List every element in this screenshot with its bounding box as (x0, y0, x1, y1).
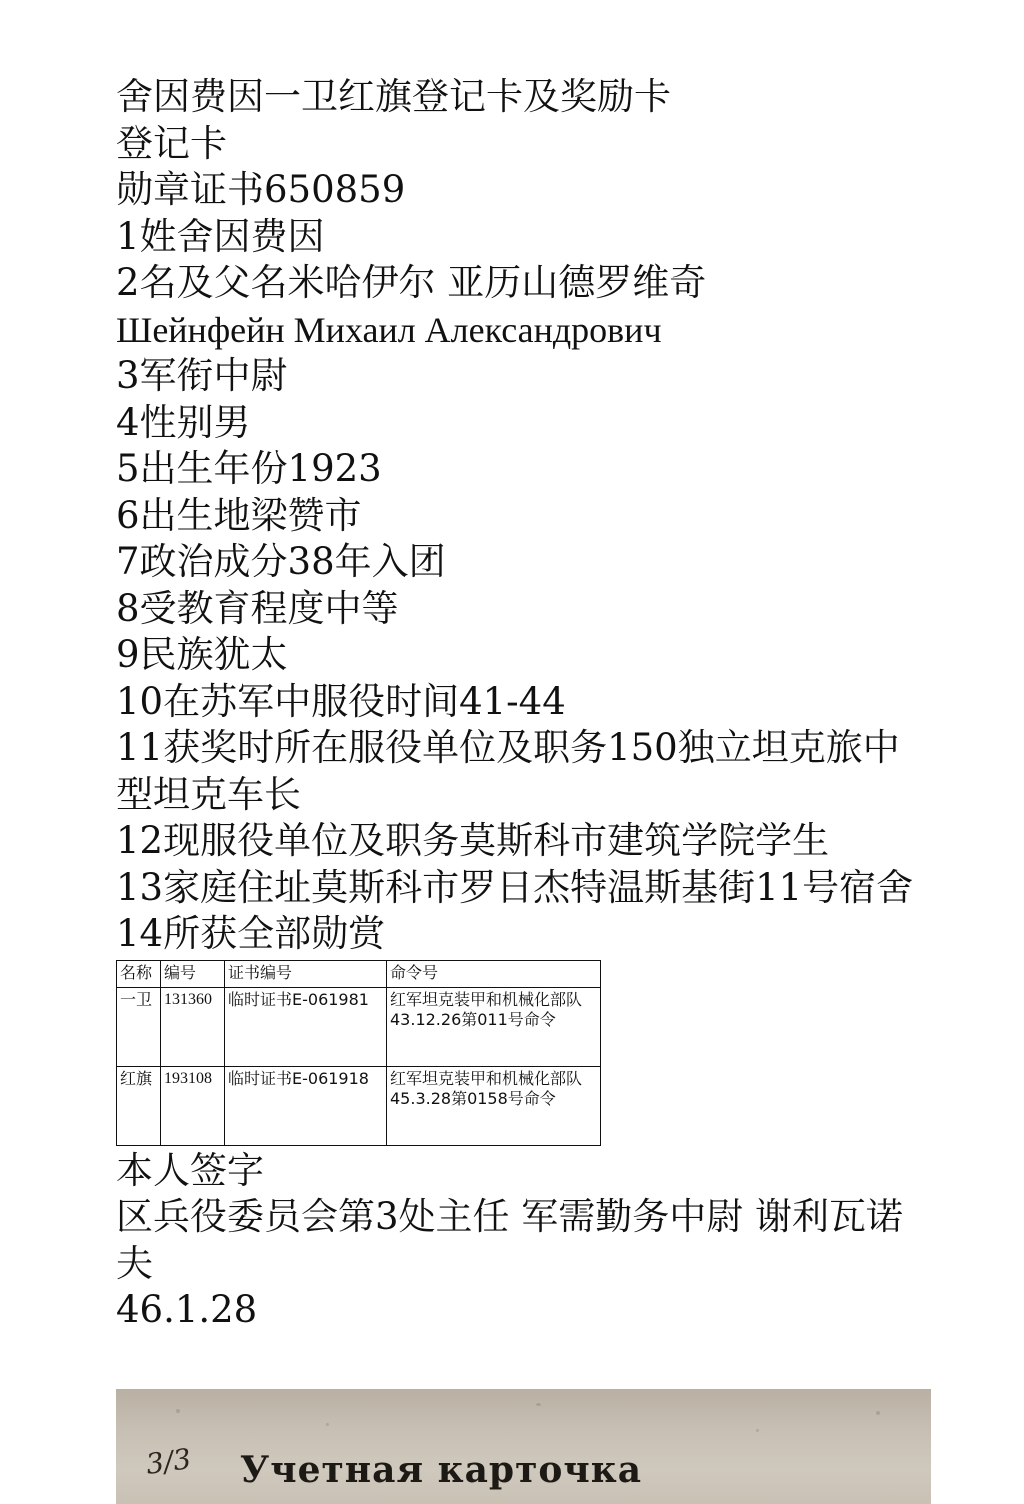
card-title-russian: Учетная карточка (240, 1449, 643, 1491)
field-nationality: 9民族犹太 (116, 633, 288, 676)
table-row (117, 1066, 601, 1145)
field-home-address: 13家庭住址莫斯科市罗日杰特温斯基街11号宿舍 (116, 865, 914, 909)
signature-line: 本人签字 (116, 1148, 264, 1192)
order-number: 红军坦克装甲和机械化部队43.12.26第011号命令 (387, 987, 601, 1066)
official-signatory: 区兵役委员会第3处主任 军需勤务中尉 谢利瓦诺夫 (116, 1195, 904, 1285)
scanned-card-image (116, 1389, 931, 1504)
russian-full-name: Шейнфейн Михаил Александрович (116, 309, 662, 350)
field-name-patronymic: 2名及父名米哈伊尔 亚历山德罗维奇 (116, 261, 707, 304)
field-current-unit: 12现服役单位及职务莫斯科市建筑学院学生 (116, 819, 830, 862)
field-birthplace: 6出生地梁赞市 (116, 493, 362, 537)
field-surname: 1姓舍因费因 (116, 214, 325, 258)
medal-certificate-line: 勋章证书650859 (116, 168, 406, 211)
award-number: 193108 (161, 1066, 225, 1145)
order-number: 红军坦克装甲和机械化部队45.3.28第0158号命令 (387, 1066, 601, 1145)
field-award-unit: 11获奖时所在服役单位及职务150独立坦克旅中型坦克车长 (116, 726, 900, 816)
header-certificate-number: 证书编号 (225, 960, 387, 987)
card-number-handwritten: 3/3 (143, 1442, 194, 1481)
document-body (116, 74, 936, 1334)
awards-table-header (117, 960, 601, 987)
document-title: 舍因费因一卫红旗登记卡及奖励卡 (116, 75, 671, 118)
awards-table (116, 960, 601, 1146)
field-education: 8受教育程度中等 (116, 586, 399, 630)
field-birth-year: 5出生年份1923 (116, 447, 382, 490)
header-award-name: 名称 (117, 960, 161, 987)
table-row (117, 987, 601, 1066)
document-subtitle: 登记卡 (116, 121, 227, 165)
header-order-number: 命令号 (387, 960, 601, 987)
document-date: 46.1.28 (116, 1288, 258, 1331)
field-service-period: 10在苏军中服役时间41-44 (116, 679, 566, 723)
header-award-number: 编号 (161, 960, 225, 987)
award-name: 一卫 (117, 987, 161, 1066)
field-sex: 4性别男 (116, 400, 251, 444)
field-political-status: 7政治成分38年入团 (116, 540, 446, 583)
field-rank: 3军衔中尉 (116, 354, 288, 397)
certificate-number: 临时证书E-061981 (225, 987, 387, 1066)
award-number: 131360 (161, 987, 225, 1066)
field-all-awards: 14所获全部勋赏 (116, 912, 386, 955)
certificate-number: 临时证书E-061918 (225, 1066, 387, 1145)
award-name: 红旗 (117, 1066, 161, 1145)
